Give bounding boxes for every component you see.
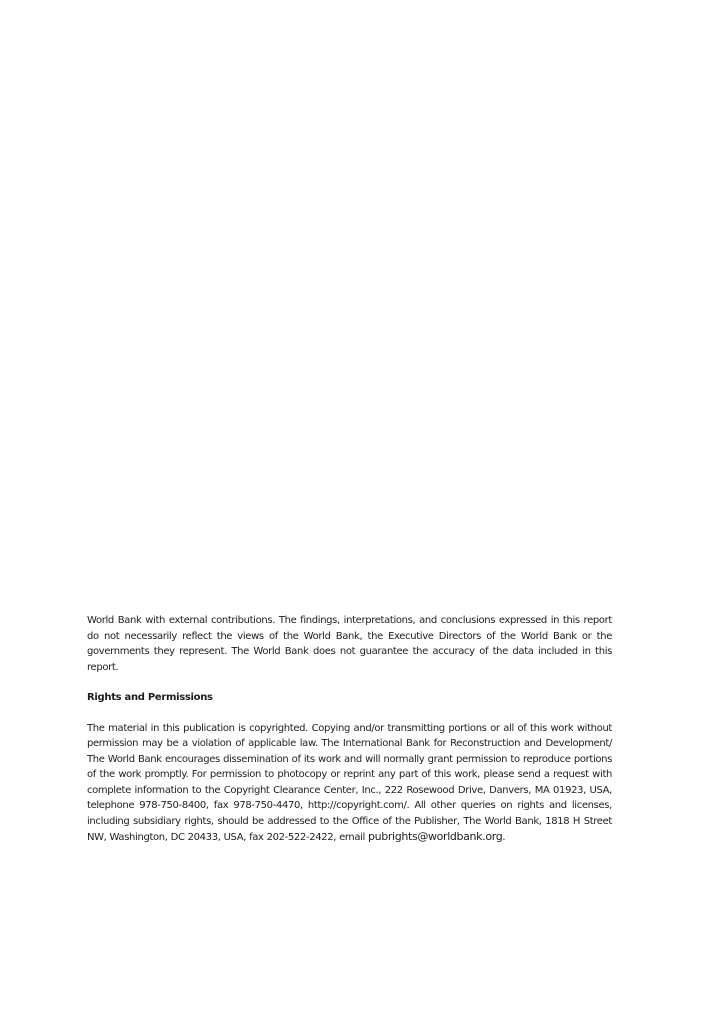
rights-end-punctuation: . (502, 832, 506, 843)
rights-paragraph (87, 721, 612, 846)
rights-heading: Rights and Permissions (87, 692, 213, 703)
copyright-notice (87, 613, 612, 846)
disclaimer-paragraph: World Bank with external contributions. The findings, interpretations, and conclusions expressed in this report do not necessarily reflect the views of the World Bank, the Executive Directors of the World Bank or the governments they represent. The World Bank does not guarantee the accuracy of the data included in this report. (87, 615, 612, 673)
rights-body-text: The material in this publication is copyrighted. Copying and/or transmitting portions or all of this work without permission may be a violation of applicable law. The International Bank for Reconstruction and Development/ The World Bank encourages dissemination of its work and will normally grant permission to reproduce portions of the work promptly. For permission to photocopy or reprint any part of this work, please send a request with complete information to the Copyright Clearance Center, Inc., 222 Rosewood Drive, Danvers, MA 01923, USA, telephone 978-750-8400, fax 978-750-4470, http://copyright.com/. All other queries on rights and licenses, including subsidiary rights, should be addressed to the Office of the Publisher, The World Bank, 1818 H Street NW, Washington, DC 20433, USA, fax 202-522-2422, email (87, 722, 612, 843)
email-address: pubrights@worldbank.org (367, 830, 503, 843)
